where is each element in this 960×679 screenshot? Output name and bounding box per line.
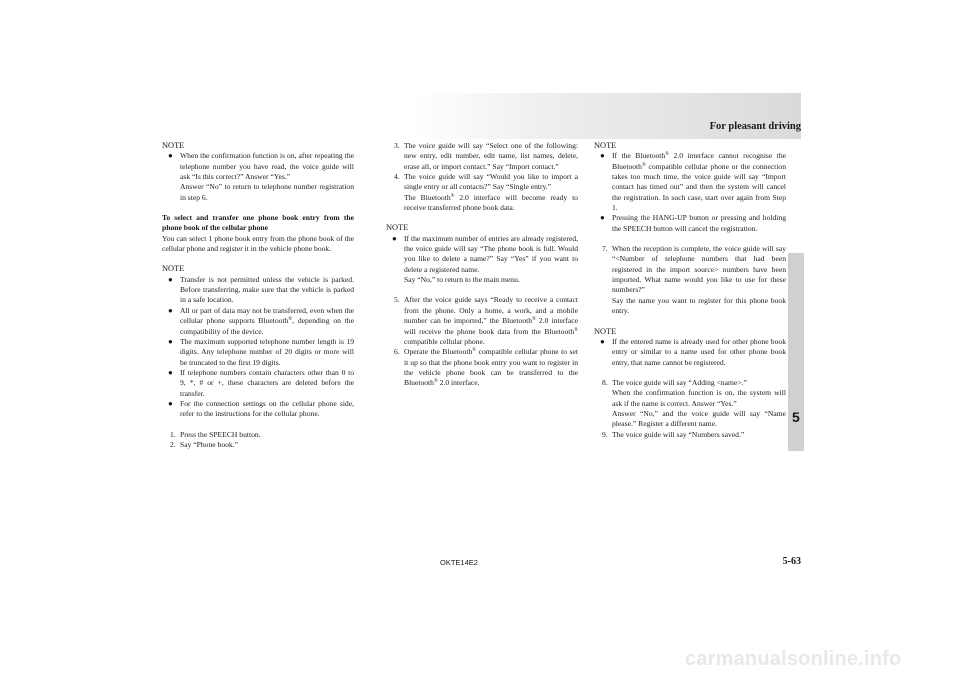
- intro-paragraph: You can select 1 phone book entry from the phone book of the cellular phone and register it in the vehicle phone book.: [162, 233, 354, 254]
- step-text: The Bluetooth® 2.0 interface will become ready to receive transferred phone book data.: [404, 192, 578, 213]
- step-item: [162, 440, 354, 450]
- note-bullet: [162, 275, 354, 306]
- step-item: [594, 378, 786, 430]
- column-1: [162, 141, 354, 450]
- step-text: When the reception is complete, the voice guide will say “<Number of telephone numbers that had been registered in the import source> numbers have been imported. What name would you like to use for these numbers?”: [612, 244, 786, 295]
- subheading: To select and transfer one phone book entry from the phone book of the cellular phone: [162, 213, 354, 233]
- step-number: 1.: [170, 429, 176, 439]
- step-number: 2.: [170, 439, 176, 449]
- page-number: 5-63: [782, 556, 801, 567]
- note-bullet: [162, 399, 354, 420]
- bullet-text: For the connection settings on the cellular phone side, refer to the instructions for the cellular phone.: [180, 398, 354, 419]
- note-bullet: [594, 213, 786, 234]
- step-number: 3.: [394, 141, 400, 150]
- note-bullet: [162, 337, 354, 368]
- step-text: Answer “No,” and the voice guide will say “Name please.” Register a different name.: [612, 408, 786, 429]
- bullet-text: All or part of data may not be transferred, even when the cellular phone supports Bluetooth®, depending on the compatibility of the device.: [180, 305, 354, 336]
- step-text: Say “Phone book.”: [180, 439, 238, 449]
- bullet-text: Say “No,” to return to the main menu.: [404, 275, 520, 285]
- bullet-icon: ●: [168, 398, 173, 408]
- bullet-icon: ●: [168, 336, 173, 346]
- note-bullet: [162, 306, 354, 337]
- step-item: [162, 430, 354, 440]
- document-code: OKTE14E2: [440, 558, 478, 567]
- step-number: 9.: [602, 429, 608, 439]
- note-title: NOTE: [162, 141, 185, 150]
- step-text: After the voice guide says “Ready to receive a contact from the phone. Only a home, a work, and a mobile number can be imported,” the Bluetooth® 2.0 interface will receive the phone book data from the Bluetooth® compatible cellular phone.: [404, 295, 578, 346]
- bullet-text: The maximum supported telephone number length is 19 digits. Any telephone number of 20 digits or more will be truncated to the first 19 digits.: [180, 336, 354, 367]
- note-bullet: [162, 151, 354, 203]
- step-text: The voice guide will say “Numbers saved.”: [612, 429, 745, 439]
- bullet-icon: ●: [168, 274, 173, 284]
- bullet-icon: ●: [392, 233, 397, 243]
- step-number: 7.: [602, 244, 608, 254]
- step-number: 4.: [394, 172, 400, 182]
- section-title: For pleasant driving: [709, 121, 801, 132]
- note-title: NOTE: [594, 326, 617, 336]
- note-title: NOTE: [594, 141, 617, 150]
- step-number: 5.: [394, 295, 400, 305]
- step-item: [594, 430, 786, 440]
- bullet-text: When the confirmation function is on, after repeating the telephone number you have read, the voice guide will ask “Is this correct?” Answer “Yes.”: [180, 151, 354, 182]
- bullet-text: Answer “No” to return to telephone number registration in step 6.: [180, 182, 354, 202]
- bullet-text: If the entered name is already used for other phone book entry or similar to a name used for other phone book entry, that name cannot be registered.: [612, 336, 786, 367]
- step-text: The voice guide will say “Would you like to import a single entry or all contacts?” Say “Single entry.”: [404, 172, 578, 192]
- step-text: The voice guide will say “Adding <name>.”: [612, 377, 747, 387]
- column-3: [594, 141, 786, 440]
- step-number: 8.: [602, 377, 608, 387]
- bullet-text: If telephone numbers contain characters other than 0 to 9, *, # or +, these characters are deleted before the transfer.: [180, 367, 354, 398]
- step-text: Say the name you want to register for this phone book entry.: [612, 295, 786, 316]
- bullet-icon: ●: [600, 213, 605, 223]
- bullet-icon: ●: [168, 305, 173, 315]
- note-bullet: [594, 151, 786, 213]
- note-bullet: [162, 368, 354, 399]
- step-item: [386, 347, 578, 388]
- bullet-text: Pressing the HANG-UP button or pressing and holding the SPEECH button will cancel the registration.: [612, 213, 786, 233]
- note-bullet: [386, 234, 578, 286]
- bullet-text: Transfer is not permitted unless the vehicle is parked. Before transferring, make sure that the vehicle is parked in a safe location.: [180, 274, 354, 305]
- step-item: [594, 244, 786, 316]
- step-text: When the confirmation function is on, the system will ask if the name is correct. Answer “Yes.”: [612, 388, 786, 408]
- header-band: [415, 93, 801, 139]
- column-2: [386, 141, 578, 389]
- bullet-icon: ●: [600, 151, 605, 161]
- note-title: NOTE: [162, 264, 185, 274]
- chapter-number: 5: [792, 409, 800, 425]
- step-item: [386, 295, 578, 347]
- note-title: NOTE: [386, 223, 409, 233]
- step-text: Operate the Bluetooth® compatible cellular phone to set it up so that the phone book entry you want to register in the vehicle phone book can be transferred to the Bluetooth® 2.0 interface.: [404, 347, 578, 388]
- step-item: [386, 141, 578, 172]
- watermark: carmanualsonline.info: [685, 648, 902, 670]
- bullet-text: If the Bluetooth® 2.0 interface cannot recognise the Bluetooth® compatible cellular phone or the connection takes too much time, the voice guide will say “Import contact has timed out” and then the system will cancel the registration. In such case, start over again from Step 1.: [612, 151, 786, 213]
- note-bullet: [594, 337, 786, 368]
- step-item: [386, 172, 578, 213]
- step-number: 6.: [394, 347, 400, 357]
- bullet-text: If the maximum number of entries are already registered, the voice guide will say “The phone book is full. Would you like to delete a name?” Say “Yes” if you want to delete a registered name.: [404, 233, 578, 274]
- step-text: Press the SPEECH button.: [180, 429, 261, 439]
- step-text: The voice guide will say “Select one of the following: new entry, edit number, edit name, list names, delete, erase all, or import contact.” Say “Import contact.”: [404, 141, 578, 171]
- bullet-icon: ●: [168, 151, 173, 161]
- bullet-icon: ●: [168, 367, 173, 377]
- bullet-icon: ●: [600, 336, 605, 346]
